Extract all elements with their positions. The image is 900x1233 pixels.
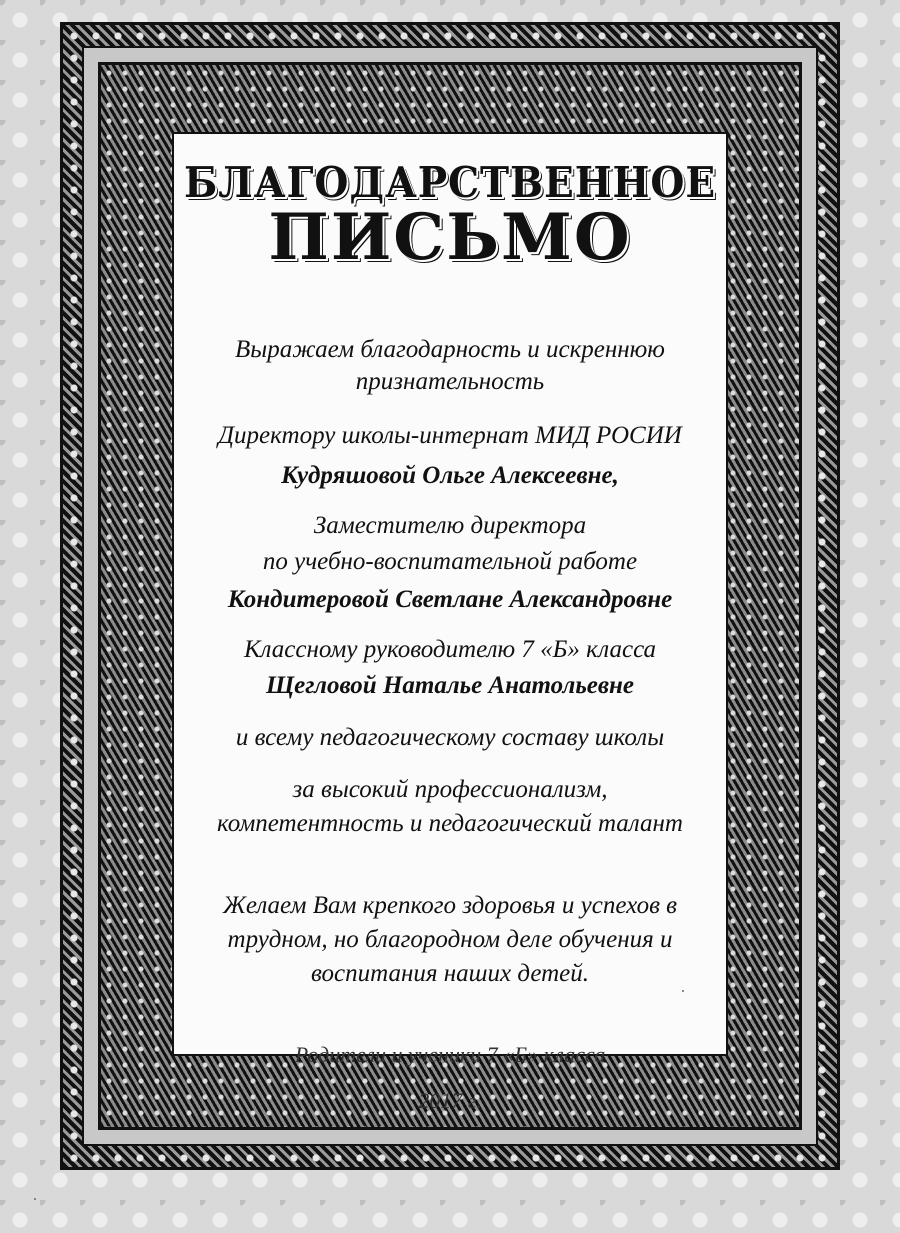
title-line-2: ПИСЬМО (268, 200, 632, 275)
title-line-1: БЛАГОДАРСТВЕННОЕ (183, 158, 717, 207)
staff-line: и всему педагогическому составу школы (235, 724, 665, 751)
director-role: Директору школы-интернат МИД РОСИИ (218, 422, 682, 449)
signature-line: Родители и ученики 7 «Б» класса (294, 1042, 606, 1067)
reason-line-1: за высокий профессионализм, (292, 776, 608, 803)
wish-line-2: трудном, но благородном деле обучения и (227, 926, 673, 953)
scan-speck (682, 990, 684, 992)
wish-line-3: воспитания наших детей. (311, 960, 589, 987)
intro-line-1: Выражаем благодарность и искреннюю (235, 336, 665, 363)
intro-line-2: признательность (355, 368, 545, 395)
wish-line-1: Желаем Вам крепкого здоровья и успехов в (222, 892, 678, 919)
teacher-name: Щегловой Наталье Анатольевне (265, 672, 634, 699)
year-line: 2017 г. (418, 1088, 482, 1113)
deputy-name: Кондитеровой Светлане Александровне (227, 586, 673, 613)
deputy-role-line-2: по учебно-воспитательной работе (262, 548, 638, 575)
teacher-role: Классному руководителю 7 «Б» класса (243, 636, 657, 663)
deputy-role-line-1: Заместителю директора (313, 512, 587, 539)
scan-speck (34, 1198, 36, 1200)
reason-line-2: компетентность и педагогический талант (217, 810, 683, 837)
director-name: Кудряшовой Ольге Алексеевне, (281, 462, 619, 489)
